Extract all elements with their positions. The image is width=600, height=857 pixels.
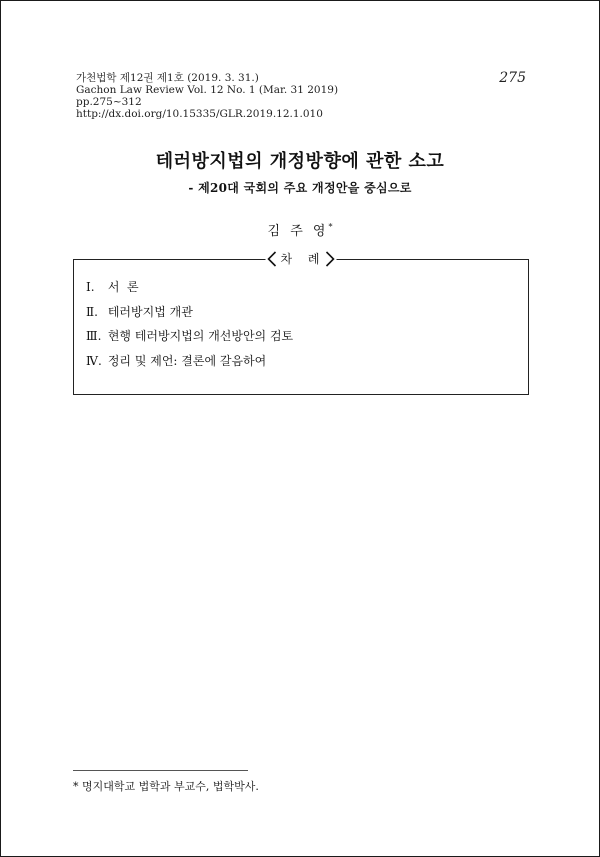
journal-header-english: Gachon Law Review Vol. 12 No. 1 (Mar. 31 2019) <box>76 84 339 96</box>
author-footnote-marker: * <box>328 222 333 232</box>
toc-label <box>266 250 337 267</box>
footnote-divider <box>73 770 248 771</box>
toc-item-text: 서 론 <box>107 280 139 294</box>
author-name: 김 주 영 <box>267 224 329 239</box>
author-footnote: * 명지대학교 법학과 부교수, 법학박사. <box>73 780 259 793</box>
page-number: 275 <box>499 70 526 86</box>
toc-item-number: Ⅱ. <box>86 304 98 319</box>
toc-item-number: Ⅲ. <box>86 329 102 343</box>
toc-item <box>86 324 293 349</box>
table-of-contents <box>73 252 529 395</box>
toc-label-text: 차 례 <box>280 252 326 266</box>
toc-item <box>86 300 293 325</box>
article-title: 테러방지법의 개정방향에 관한 소고 <box>155 151 445 172</box>
journal-header-doi: http://dx.doi.org/10.15335/GLR.2019.12.1.010 <box>76 108 323 120</box>
journal-header-korean: 가천법학 제12권 제1호 (2019. 3. 31.) <box>76 72 259 84</box>
toc-item-text: 현행 테러방지법의 개선방안의 검토 <box>107 329 294 343</box>
right-angle-bracket-icon <box>326 251 335 267</box>
article-subtitle: - 제20대 국회의 주요 개정안을 중심으로 <box>188 181 412 195</box>
toc-item <box>86 349 293 374</box>
journal-header-pages: pp.275~312 <box>76 96 142 108</box>
toc-item <box>86 275 293 300</box>
toc-item-text: 테러방지법 개관 <box>107 304 193 319</box>
left-angle-bracket-icon <box>268 251 277 267</box>
toc-item-number: Ⅰ. <box>86 280 95 294</box>
toc-item-text: 정리 및 제언: 결론에 갈음하여 <box>107 353 267 368</box>
toc-item-number: Ⅳ. <box>86 353 102 368</box>
author-line <box>0 220 600 239</box>
toc-list <box>86 275 293 373</box>
journal-header <box>76 72 338 120</box>
